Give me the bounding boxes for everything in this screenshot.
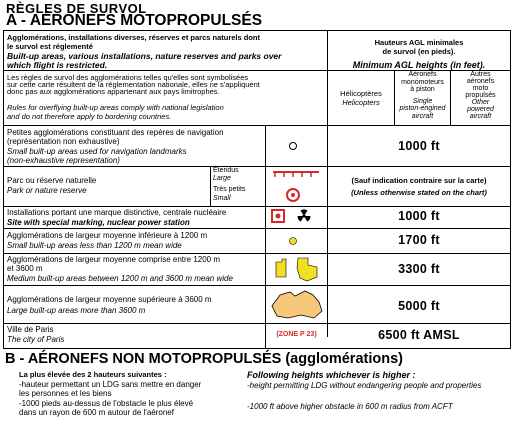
rules-fr-3: donc pas aux agglomérations appartenant aux pays limitrophes.	[7, 87, 220, 96]
col-other-fr-1: Autres	[470, 71, 491, 78]
park-note-fr: (Sauf indication contraire sur la carte)	[351, 176, 487, 185]
paris-en: The city of Paris	[7, 335, 65, 344]
park-large-en: Large	[213, 175, 231, 182]
col-other-fr-3: moto	[472, 85, 489, 92]
section-b-title: B - AÉRONEFS NON MOTOPROPULSÉS (agglomérations)	[5, 351, 403, 367]
landmarks-en-1: Small built-up areas used for navigation landmarks	[7, 147, 187, 156]
small-area-symbol	[288, 236, 298, 246]
intro-fr-1: Agglomérations, installations diverses, réserves et parcs naturels dont	[7, 33, 261, 42]
intro-en-1: Built-up areas, various installations, nature reserves and parks over	[7, 51, 282, 61]
col-heli-en: Helicopters	[342, 98, 380, 107]
medium-area-height: 3300 ft	[398, 262, 440, 276]
section-b-en-2: -1000 ft above higher obstacle in 600 m radius from ACFT	[247, 402, 453, 411]
intro-en-2: which flight is restricted.	[7, 60, 108, 70]
park-note-en: (Unless otherwise stated on the chart)	[351, 188, 487, 197]
section-b-en-1: -height permitting LDG without endangering people and properties	[247, 381, 482, 390]
medium-area-fr-1: Agglomérations de largeur moyenne comprise entre 1200 m	[7, 255, 221, 264]
min-heights-en: Minimum AGL heights (in feet).	[352, 60, 486, 70]
landmarks-fr-1: Petites agglomérations constituant des repères de navigation	[7, 128, 224, 137]
col-heli-fr: Hélicoptères	[340, 89, 382, 98]
landmarks-en-2: (non-exhaustive representation)	[7, 156, 120, 165]
park-small-en: Small	[213, 195, 231, 202]
medium-area-en: Medium built-up areas between 1200 m and 3600 m mean wide	[7, 274, 233, 283]
large-area-height: 5000 ft	[398, 299, 440, 313]
section-b-fr-2: les personnes et les biens	[19, 389, 112, 398]
special-site-symbol	[271, 209, 285, 223]
small-area-height: 1700 ft	[398, 233, 440, 247]
rules-en-1: Rules for overflying built-up areas comply with national legislation	[7, 103, 224, 112]
park-small-symbol	[285, 187, 301, 203]
col-single-fr-3: à piston	[410, 86, 435, 94]
park-en: Park or nature reserve	[7, 186, 87, 195]
min-heights-fr-2: de survol (en pieds).	[382, 47, 456, 56]
paris-fr: Ville de Paris	[7, 325, 54, 334]
rules-fr-2: sur cette carte résultent de la réglementation nationale, elles ne s'appliquent	[7, 80, 260, 89]
large-area-fr: Agglomérations de largeur moyenne supérieure à 3600 m	[7, 295, 212, 304]
intro-fr-2: le survol est réglementé	[7, 42, 93, 51]
installations-height: 1000 ft	[398, 209, 440, 223]
col-single-en-2: piston-engined	[399, 105, 446, 113]
section-a-title: A - AÉRONEFS MOTOPROPULSÉS	[6, 12, 263, 29]
paris-zone: (ZONE P 23)	[276, 331, 317, 338]
medium-area-symbol	[272, 255, 322, 283]
col-other	[451, 71, 510, 120]
park-large-symbol	[271, 168, 321, 180]
paris-height: 6500 ft AMSL	[378, 328, 460, 342]
section-b-fr-head: La plus élevée des 2 hauteurs suivantes :	[19, 370, 167, 379]
installations-en: Site with special marking, nuclear power station	[7, 218, 190, 227]
section-b-fr-1: -hauteur permettant un LDG sans mettre en danger	[19, 380, 202, 389]
section-b-fr-4: dans un rayon de 600 m autour de l'aéronef	[19, 408, 174, 417]
col-single	[395, 71, 450, 121]
landmark-circle-symbol	[288, 141, 298, 151]
small-area-en: Small built-up areas less than 1200 m mean wide	[7, 241, 182, 250]
rules-fr-1: Les règles de survol des agglomérations telles qu'elles sont symbolisées	[7, 73, 249, 82]
small-area-fr: Agglomérations de largeur moyenne inférieure à 1200 m	[7, 231, 208, 240]
medium-area-fr-2: et 3600 m	[7, 264, 43, 273]
col-single-fr-1: Aéronefs	[408, 71, 437, 78]
section-b-en-head: Following heights whichever is higher :	[247, 370, 416, 380]
col-other-en-3: aircraft	[469, 113, 492, 120]
col-single-en-1: Single	[412, 97, 433, 105]
col-other-en-2: powered	[467, 106, 494, 113]
park-large-fr: Étendus	[213, 167, 239, 174]
landmarks-fr-2: (représentation non exhaustive)	[7, 137, 120, 146]
rules-en-2: and do not therefore apply to bordering countries.	[7, 112, 172, 121]
large-area-en: Large built-up areas more than 3600 m	[7, 306, 146, 315]
min-heights-fr-1: Hauteurs AGL minimales	[374, 38, 464, 47]
landmarks-height: 1000 ft	[398, 139, 440, 153]
park-fr: Parc ou réserve naturelle	[7, 176, 97, 185]
nuclear-icon	[297, 209, 311, 223]
col-other-en-1: Other	[471, 99, 490, 106]
installations-fr: Installations portant une marque distinctive, centrale nucléaire	[7, 208, 227, 217]
section-b-fr-3: -1000 pieds au-dessus de l'obstacle le plus élevé	[19, 399, 194, 408]
page-title: RÈGLES DE SURVOL	[6, 1, 147, 16]
col-other-fr-4: propulsés	[465, 92, 496, 99]
col-other-fr-2: aéronefs	[466, 78, 495, 85]
col-single-en-3: aircraft	[411, 112, 434, 120]
park-small-fr: Très petits	[213, 186, 246, 193]
large-area-symbol	[268, 287, 326, 321]
col-single-fr-2: monomoteurs	[401, 78, 444, 86]
